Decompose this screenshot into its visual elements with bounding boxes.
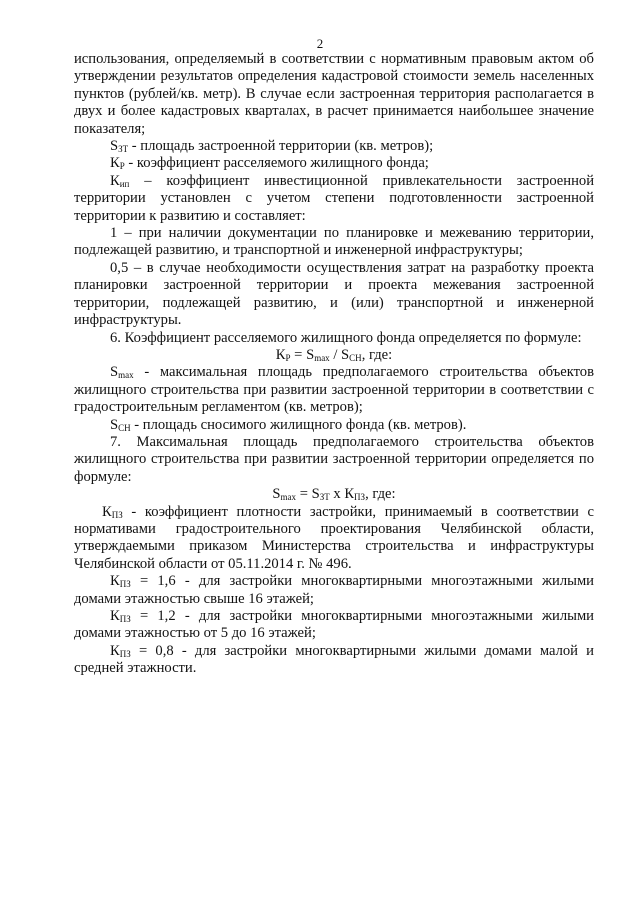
definition-kin: $К_{ип}$ – коэффициент инвестиционной привлекательности застроенной территории установлен с учетом степени подготовленности застроенной территории к развитию и составляет: — [74, 172, 594, 224]
formula-smax: $S_{max} = S_{ЗТ}$ х $К_{ПЗ}$, где: — [272, 486, 396, 503]
kpz-value-1: $К_{ПЗ} = 1,6$ - для застройки многоквартирными многоэтажными жилыми домами этажностью свыше 16 этажей; — [74, 573, 594, 607]
page-number: 2 — [316, 36, 324, 51]
definition-smax: $S_{max}$ - максимальная площадь предполагаемого строительства объектов жилищного строительства при развитии застроенной территории в соответствии с градостроительным регламентом (кв. метров); — [74, 364, 594, 416]
paragraph-continuation: использования, определяемый в соответствии с нормативным правовым актом об утверждении результатов определения кадастровой стоимости земель населенных пунктов (рублей/кв. метр). В случае если застроенная территория располагается в двух и более кадастровых кварталах, в расчет принимается наибольшее значение показателя; — [74, 51, 594, 137]
list-item-05: 0,5 – в случае необходимости осуществления затрат на разработку проекта планировки застроенной территории и проекта межевания застроенной территории, подлежащей развитию, и (или) транспортной и инженерной инфраструктуры. — [74, 259, 594, 329]
definition-szt: $S_{ЗТ}$ - площадь застроенной территории (кв. метров); — [110, 138, 434, 155]
paragraph-6: 6. Коэффициент расселяемого жилищного фонда определяется по формуле: — [110, 329, 582, 346]
formula-kr: $К_Р = S_{max} / S_{СН}$, где: — [275, 346, 393, 363]
definition-kpz: $К_{ПЗ}$ - коэффициент плотности застройки, принимаемый в соответствии с нормативами градостроительного проектирования Челябинской области, утверждаемыми приказом Министерства строительства и инфраструктуры Челябинской области от 05.11.2014 г. № 496. — [74, 503, 594, 572]
document-body — [74, 51, 594, 678]
list-item-1: 1 – при наличии документации по планировке и межеванию территории, подлежащей развитию, и транспортной и инженерной инфраструктуры; — [74, 225, 594, 259]
kpz-value-3: $К_{ПЗ} = 0,8$ - для застройки многоквартирными жилыми домами малой и средней этажности. — [74, 642, 594, 677]
kpz-value-2: $К_{ПЗ} = 1,2$ - для застройки многоквартирными многоэтажными жилыми домами этажностью от 5 до 16 этажей; — [74, 608, 594, 642]
paragraph-7: 7. Максимальная площадь предполагаемого строительства объектов жилищного строительства при развитии застроенной территории определяется по формуле: — [74, 433, 594, 485]
definition-kr: $К_Р$ - коэффициент расселяемого жилищного фонда; — [110, 155, 429, 172]
definition-sch: $S_{СН}$ - площадь сносимого жилищного фонда (кв. метров). — [110, 416, 467, 433]
